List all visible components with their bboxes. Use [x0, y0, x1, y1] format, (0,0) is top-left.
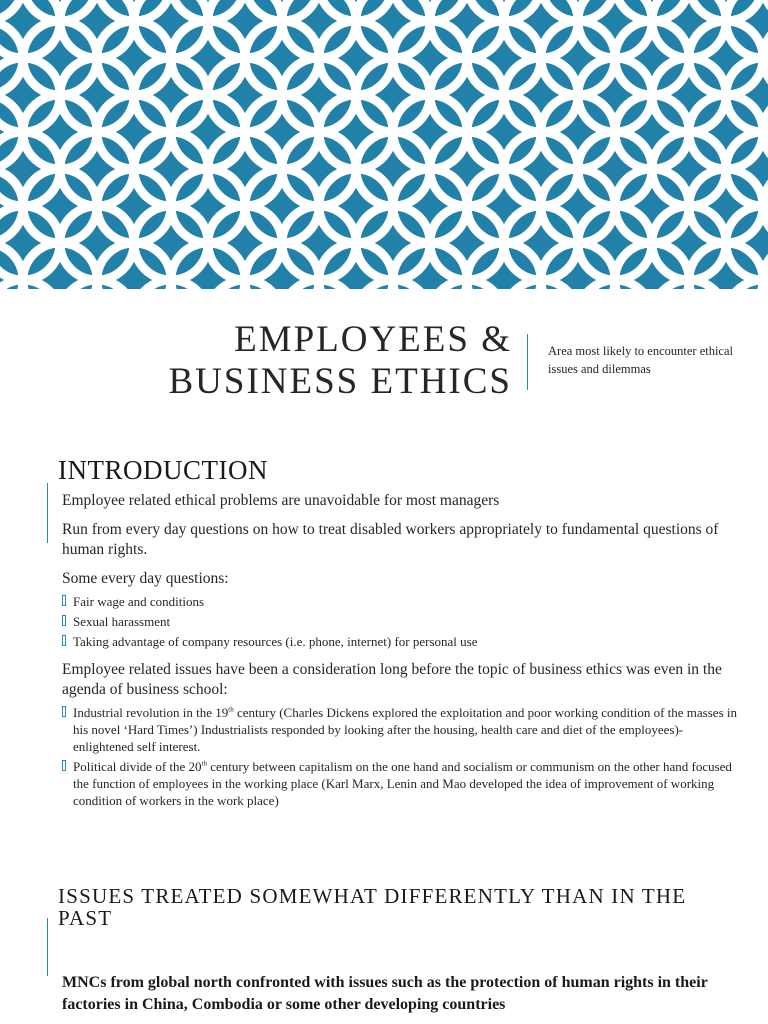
introduction-body	[62, 491, 742, 819]
list-item	[62, 593, 742, 610]
pattern-banner	[0, 0, 768, 289]
bullet-icon	[62, 615, 66, 626]
list-item-text-end: century between capitalism on the one hand and socialism or communism on the other hand focused the function of employees in the working place (Karl Marx, Lenin and Mao developed the idea of improvement of working condition of workers in the work place)	[73, 759, 732, 808]
list-item-text-start: Political divide of the 20	[73, 759, 202, 774]
circle-lattice-pattern	[0, 0, 768, 289]
list-item	[62, 758, 742, 809]
ordinal-suffix: th	[201, 759, 207, 768]
intro-paragraph: Employee related ethical problems are unavoidable for most managers	[62, 492, 500, 509]
bullet-icon	[62, 760, 66, 771]
list-item	[62, 633, 742, 650]
list-item-text: Fair wage and conditions	[73, 594, 205, 609]
presentation-subtitle: Area most likely to encounter ethical issues and dilemmas	[548, 344, 734, 376]
bullet-icon	[62, 595, 66, 606]
introduction-heading: INTRODUCTION	[58, 455, 268, 485]
list-item	[62, 704, 742, 755]
issues-heading: ISSUES TREATED SOMEWHAT DIFFERENTLY THAN IN THE PAST	[58, 884, 687, 930]
ordinal-suffix: th	[228, 705, 234, 714]
intro-paragraph: Some every day questions:	[62, 570, 229, 587]
introduction-accent-line	[47, 483, 48, 543]
bullet-icon	[62, 635, 66, 646]
list-item	[62, 613, 742, 630]
intro-paragraph: Run from every day questions on how to treat disabled workers appropriately to fundamental questions of human rights.	[62, 521, 719, 558]
title-line-2: BUSINESS ETHICS	[168, 361, 512, 402]
issues-paragraph: MNCs from global north confronted with issues such as the protection of human rights in their factories in China, Combodia or some other developing countries	[62, 974, 708, 1013]
list-item-text-end: century (Charles Dickens explored the exploitation and poor working condition of the masses in his novel ‘Hard Times’) Industrialists responded by looking after the housing, health care and diet of the employees)- enlightened self interest.	[73, 705, 737, 754]
title-line-1: EMPLOYEES &	[234, 319, 512, 360]
list-item-text-start: Industrial revolution in the 19	[73, 705, 229, 720]
everyday-questions-list	[62, 593, 742, 650]
bullet-icon	[62, 706, 66, 717]
intro-paragraph: Employee related issues have been a consideration long before the topic of business ethics was even in the agenda of business school:	[62, 661, 722, 698]
list-item-text: Sexual harassment	[73, 614, 171, 629]
title-divider	[527, 334, 528, 390]
history-list	[62, 704, 742, 809]
presentation-title	[168, 319, 512, 403]
list-item-text: Taking advantage of company resources (i.e. phone, internet) for personal use	[73, 634, 478, 649]
issues-accent-line	[47, 918, 48, 976]
